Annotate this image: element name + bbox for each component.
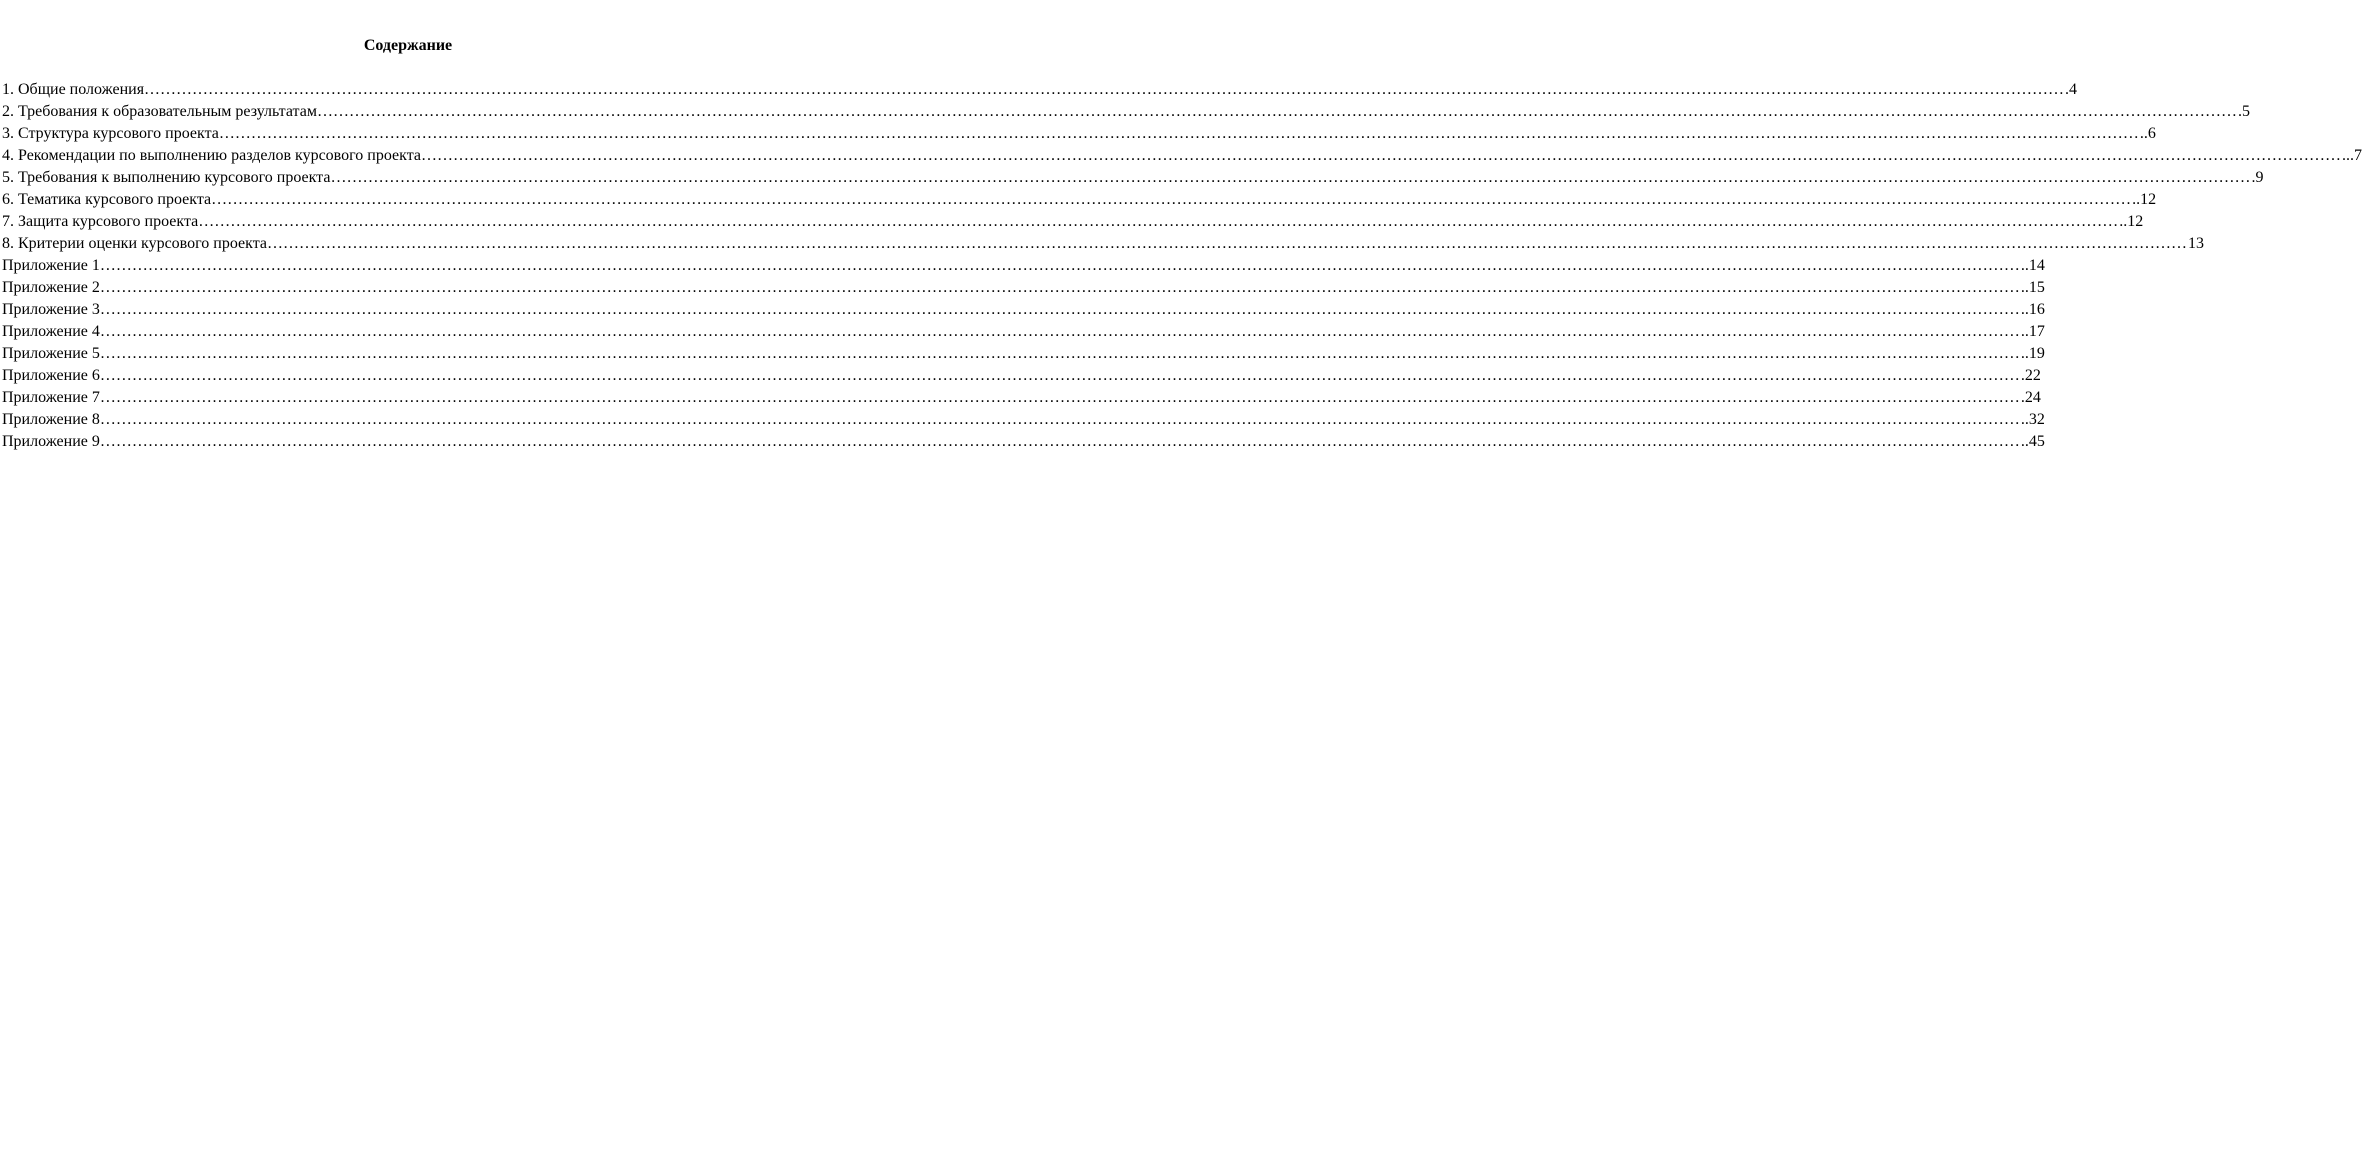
toc-entry[interactable] — [2, 233, 2204, 255]
toc-entry-label: Приложение 8 — [2, 411, 100, 428]
toc-entry-label: 6. Тематика курсового проекта — [2, 191, 212, 208]
toc-entry-page: .9 — [2251, 169, 2264, 186]
toc-entry-label: Приложение 1 — [2, 257, 100, 274]
toc-entry-page: ..15 — [2020, 279, 2045, 296]
toc-entry[interactable] — [2, 431, 2045, 453]
toc-entry[interactable] — [2, 343, 2045, 365]
toc-entry-page: ..12 — [2132, 191, 2157, 208]
toc-entry-label: 2. Требования к образовательным результатам — [2, 103, 317, 120]
toc-leader-dots: ……………………………………………………………………………………………………………………………………………………………………………………………………………………………………………………………………………………………………………………………… — [99, 345, 2020, 362]
toc-entry[interactable] — [2, 123, 2156, 145]
toc-entry-page: ..19 — [2020, 345, 2045, 362]
toc-leader-dots: ……………………………………………………………………………………………………………………………………………………………………………………………………………………………………………………………………………………………………………………………… — [198, 213, 2119, 230]
toc-entry[interactable] — [2, 387, 2041, 409]
toc-entry-page: .24 — [2020, 389, 2041, 406]
toc-entry-page: ..16 — [2020, 301, 2045, 318]
toc-leader-dots: ……………………………………………………………………………………………………………………………………………………………………………………………………………………………………………………………………………………………………………………………… — [421, 147, 2341, 164]
toc-entry-label: 8. Критерии оценки курсового проекта — [2, 235, 267, 252]
toc-entry-label: Приложение 9 — [2, 433, 100, 450]
toc-entry[interactable] — [2, 365, 2041, 387]
toc-entry[interactable] — [2, 167, 2264, 189]
toc-leader-dots: ……………………………………………………………………………………………………………………………………………………………………………………………………………………………………………………………………………………………………………………………… — [266, 235, 2187, 252]
toc-entry-page: 13 — [2187, 235, 2204, 252]
toc-entry-label: 7. Защита курсового проекта — [2, 213, 199, 230]
toc-entry-page: ..32 — [2020, 411, 2045, 428]
toc-entry-label: 5. Требования к выполнению курсового проекта — [2, 169, 331, 186]
toc-entry-page: ..12 — [2119, 213, 2144, 230]
toc-entry-page: ..17 — [2020, 323, 2045, 340]
toc-entry-label: Приложение 4 — [2, 323, 100, 340]
toc-entry-label: Приложение 5 — [2, 345, 100, 362]
toc-entry-page: .22 — [2020, 367, 2041, 384]
toc-leader-dots: ……………………………………………………………………………………………………………………………………………………………………………………………………………………………………………………………………………………………………………………………… — [99, 301, 2020, 318]
toc-entry-label: Приложение 2 — [2, 279, 100, 296]
toc-leader-dots: ……………………………………………………………………………………………………………………………………………………………………………………………………………………………………………………………………………………………………………………………… — [99, 433, 2020, 450]
toc-entry-page: ..14 — [2020, 257, 2045, 274]
toc-entry[interactable] — [2, 79, 2078, 101]
toc-leader-dots: ……………………………………………………………………………………………………………………………………………………………………………………………………………………………………………………………………………………………………………………………… — [99, 257, 2020, 274]
toc-leader-dots: ……………………………………………………………………………………………………………………………………………………………………………………………………………………………………………………………………………………………………………………………… — [99, 389, 2020, 406]
toc-leader-dots: ……………………………………………………………………………………………………………………………………………………………………………………………………………………………………………………………………………………………………………………………… — [99, 323, 2020, 340]
toc-entry-label: Приложение 7 — [2, 389, 100, 406]
toc-entry-page: .4 — [2065, 81, 2078, 98]
toc-entry-label: Приложение 6 — [2, 367, 100, 384]
toc-entry[interactable] — [2, 409, 2045, 431]
toc-entry-label: 3. Структура курсового проекта — [2, 125, 219, 142]
page-title: Содержание — [363, 37, 453, 54]
toc-entry-page: ..6 — [2139, 125, 2156, 142]
toc-leader-dots: ……………………………………………………………………………………………………………………………………………………………………………………………………………………………………………………………………………………………………………………………… — [316, 103, 2237, 120]
toc-entry-label: 1. Общие положения — [2, 81, 145, 98]
toc-leader-dots: ……………………………………………………………………………………………………………………………………………………………………………………………………………………………………………………………………………………………………………………………… — [99, 279, 2020, 296]
toc-entry-page: ..45 — [2020, 433, 2045, 450]
toc-entry-label: Приложение 3 — [2, 301, 100, 318]
toc-entry[interactable] — [2, 189, 2157, 211]
toc-leader-dots: ……………………………………………………………………………………………………………………………………………………………………………………………………………………………………………………………………………………………………………………………… — [144, 81, 2065, 98]
toc-entry[interactable] — [2, 277, 2045, 299]
toc-entry[interactable] — [2, 299, 2045, 321]
toc-entry[interactable] — [2, 321, 2045, 343]
table-of-contents — [2, 79, 2362, 453]
toc-entry[interactable] — [2, 101, 2250, 123]
toc-leader-dots: ……………………………………………………………………………………………………………………………………………………………………………………………………………………………………………………………………………………………………………………………… — [99, 367, 2020, 384]
toc-entry[interactable] — [2, 255, 2045, 277]
toc-entry-page: ...7 — [2342, 147, 2362, 164]
toc-leader-dots: ……………………………………………………………………………………………………………………………………………………………………………………………………………………………………………………………………………………………………………………………… — [99, 411, 2020, 428]
toc-entry[interactable] — [2, 145, 2362, 167]
toc-entry[interactable] — [2, 211, 2144, 233]
toc-leader-dots: ……………………………………………………………………………………………………………………………………………………………………………………………………………………………………………………………………………………………………………………………… — [330, 169, 2251, 186]
toc-entry-label: 4. Рекомендации по выполнению разделов курсового проекта — [2, 147, 421, 164]
toc-leader-dots: ……………………………………………………………………………………………………………………………………………………………………………………………………………………………………………………………………………………………………………………………… — [211, 191, 2132, 208]
toc-entry-page: .5 — [2237, 103, 2250, 120]
toc-leader-dots: ……………………………………………………………………………………………………………………………………………………………………………………………………………………………………………………………………………………………………………………………… — [218, 125, 2139, 142]
